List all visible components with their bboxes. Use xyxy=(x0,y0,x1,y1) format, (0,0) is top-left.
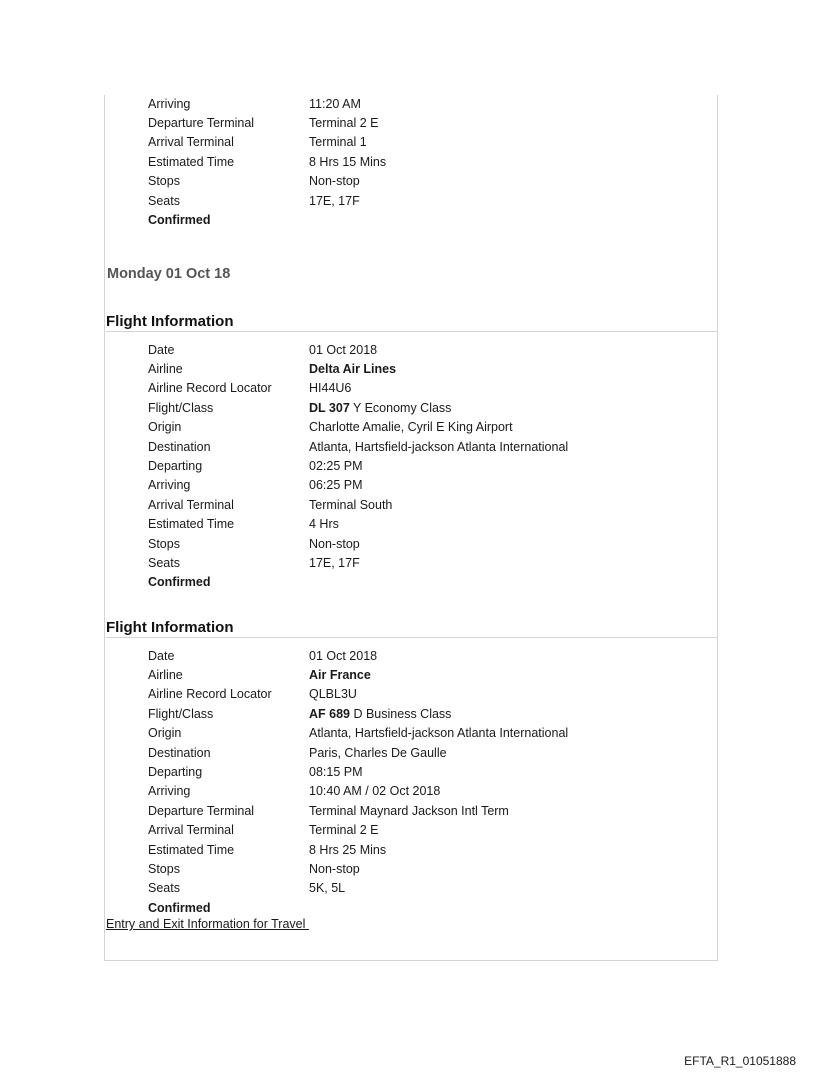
detail-row-stops xyxy=(148,172,386,191)
detail-row-record-locator xyxy=(148,379,568,398)
detail-label: Arrival Terminal xyxy=(148,497,234,512)
detail-value: 4 Hrs xyxy=(309,517,339,532)
booking-status: Confirmed xyxy=(148,213,211,228)
detail-value: Terminal 2 E xyxy=(309,823,379,838)
detail-label: Airline Record Locator xyxy=(148,687,272,702)
detail-row-origin xyxy=(148,724,568,743)
detail-label: Estimated Time xyxy=(148,154,235,169)
flight-1-details xyxy=(148,340,568,592)
detail-label: Date xyxy=(148,648,175,663)
detail-value: Terminal 1 xyxy=(309,135,367,150)
detail-label: Destination xyxy=(148,745,211,760)
flight-number: DL 307 xyxy=(309,400,350,415)
detail-value: Non-stop xyxy=(309,174,360,189)
flight-number: AF 689 xyxy=(309,706,350,721)
detail-value: Terminal 2 E xyxy=(309,116,379,131)
itinerary-date-heading: Monday 01 Oct 18 xyxy=(107,266,231,282)
detail-row-date xyxy=(148,340,568,359)
detail-row-status xyxy=(148,210,386,229)
detail-label: Departing xyxy=(148,765,203,780)
detail-value: 10:40 AM / 02 Oct 2018 xyxy=(309,784,441,799)
detail-value: 17E, 17F xyxy=(309,193,360,208)
detail-value xyxy=(309,707,451,721)
detail-row-date xyxy=(148,646,568,665)
detail-label: Departing xyxy=(148,459,203,474)
detail-row-destination xyxy=(148,437,568,456)
detail-label: Estimated Time xyxy=(148,517,235,532)
detail-label: Airline xyxy=(148,668,183,683)
record-locator: HI44U6 xyxy=(309,381,352,396)
detail-value: 8 Hrs 25 Mins xyxy=(309,842,387,857)
detail-row-seats xyxy=(148,879,568,898)
detail-row-arriving xyxy=(148,782,568,801)
record-locator: QLBL3U xyxy=(309,687,357,702)
detail-value: Paris, Charles De Gaulle xyxy=(309,745,447,760)
detail-label: Date xyxy=(148,342,175,357)
detail-value: Terminal Maynard Jackson Intl Term xyxy=(309,803,509,818)
detail-row-arrival-terminal xyxy=(148,133,386,152)
detail-label: Stops xyxy=(148,536,180,551)
detail-label: Departure Terminal xyxy=(148,803,255,818)
detail-value: 01 Oct 2018 xyxy=(309,342,378,357)
detail-value: Non-stop xyxy=(309,536,360,551)
detail-label: Origin xyxy=(148,420,182,435)
detail-value: Non-stop xyxy=(309,861,360,876)
detail-label: Arrival Terminal xyxy=(148,135,234,150)
detail-row-arriving xyxy=(148,476,568,495)
detail-value: Terminal South xyxy=(309,497,393,512)
detail-row-arriving xyxy=(148,94,386,113)
detail-row-estimated-time xyxy=(148,515,568,534)
detail-label: Origin xyxy=(148,726,182,741)
previous-flight-details xyxy=(148,94,386,230)
booking-status: Confirmed xyxy=(148,900,211,915)
detail-row-status xyxy=(148,573,568,592)
detail-label: Estimated Time xyxy=(148,842,235,857)
detail-row-estimated-time xyxy=(148,152,386,171)
flight-information-heading: Flight Information xyxy=(106,313,717,332)
detail-row-arrival-terminal xyxy=(148,495,568,514)
detail-row-departure-terminal xyxy=(148,801,568,820)
document-id: EFTA_R1_01051888 xyxy=(684,1054,796,1068)
detail-value: 06:25 PM xyxy=(309,478,363,493)
detail-row-estimated-time xyxy=(148,840,568,859)
detail-label: Seats xyxy=(148,881,180,896)
detail-row-status xyxy=(148,898,568,917)
detail-row-airline xyxy=(148,665,568,684)
detail-label: Seats xyxy=(148,193,180,208)
detail-row-flight-class xyxy=(148,704,568,723)
detail-value: 01 Oct 2018 xyxy=(309,648,378,663)
detail-value: 8 Hrs 15 Mins xyxy=(309,154,387,169)
entry-exit-info-link[interactable]: Entry and Exit Information for Travel xyxy=(106,917,309,931)
detail-value xyxy=(309,401,451,415)
detail-row-airline xyxy=(148,359,568,378)
airline-name: Delta Air Lines xyxy=(309,362,397,377)
flight-information-heading: Flight Information xyxy=(106,619,717,638)
detail-row-destination xyxy=(148,743,568,762)
detail-label: Departure Terminal xyxy=(148,116,255,131)
detail-label: Arriving xyxy=(148,478,191,493)
fare-class: D Business Class xyxy=(350,706,452,721)
detail-value: 08:15 PM xyxy=(309,765,363,780)
detail-label: Airline xyxy=(148,362,183,377)
detail-row-flight-class xyxy=(148,398,568,417)
detail-value: 5K, 5L xyxy=(309,881,346,896)
detail-row-departure-terminal xyxy=(148,113,386,132)
detail-label: Arriving xyxy=(148,96,191,111)
detail-value: Atlanta, Hartsfield-jackson Atlanta International xyxy=(309,726,569,741)
airline-name: Air France xyxy=(309,668,371,683)
fare-class: Y Economy Class xyxy=(349,400,452,415)
detail-row-seats xyxy=(148,191,386,210)
detail-value: 17E, 17F xyxy=(309,555,360,570)
detail-row-seats xyxy=(148,553,568,572)
detail-label: Flight/Class xyxy=(148,706,214,721)
detail-label: Airline Record Locator xyxy=(148,381,272,396)
detail-label: Arriving xyxy=(148,784,191,799)
detail-label: Seats xyxy=(148,555,180,570)
detail-label: Destination xyxy=(148,439,211,454)
detail-row-stops xyxy=(148,859,568,878)
detail-label: Stops xyxy=(148,861,180,876)
detail-label: Stops xyxy=(148,174,180,189)
flight-2-details xyxy=(148,646,568,917)
detail-label: Arrival Terminal xyxy=(148,823,234,838)
detail-value: 02:25 PM xyxy=(309,459,363,474)
detail-row-origin xyxy=(148,418,568,437)
detail-value: Atlanta, Hartsfield-jackson Atlanta International xyxy=(309,439,569,454)
detail-row-departing xyxy=(148,456,568,475)
detail-row-record-locator xyxy=(148,685,568,704)
detail-row-stops xyxy=(148,534,568,553)
detail-row-departing xyxy=(148,762,568,781)
detail-value: Charlotte Amalie, Cyril E King Airport xyxy=(309,420,513,435)
detail-value: 11:20 AM xyxy=(309,96,361,111)
detail-label: Flight/Class xyxy=(148,400,214,415)
detail-row-arrival-terminal xyxy=(148,821,568,840)
booking-status: Confirmed xyxy=(148,575,211,590)
